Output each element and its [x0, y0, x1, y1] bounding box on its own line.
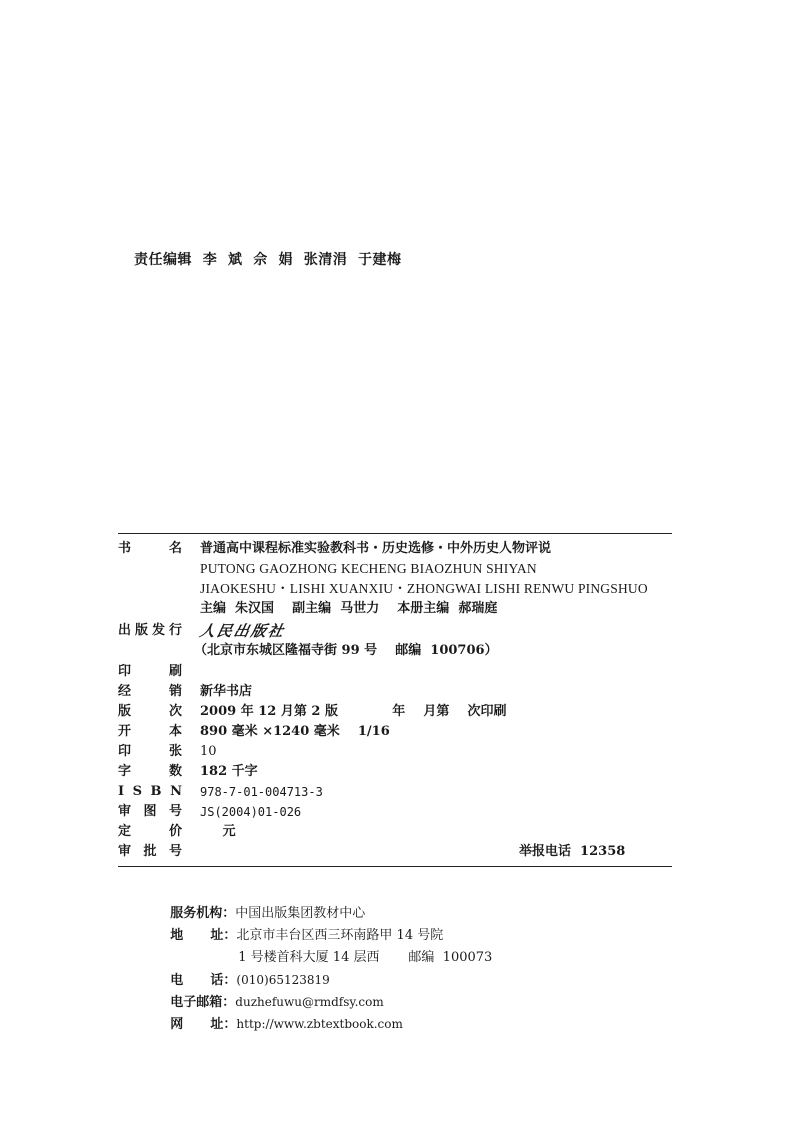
- price-label: 定 价: [118, 824, 182, 839]
- map-number-value: JS(2004)01-026: [200, 805, 302, 819]
- service-org-label: 服务机构：: [170, 906, 236, 921]
- service-address-line2: 1 号楼首科大厦 14 层西 邮编 100073: [238, 950, 493, 965]
- service-phone-label: 电 话：: [170, 973, 237, 988]
- row-approval: [118, 842, 672, 862]
- service-website: [162, 994, 403, 1032]
- approval-label: 审 批 号: [118, 844, 182, 859]
- service-address-cont: [230, 928, 493, 965]
- publisher-logo: 人民出版社: [198, 622, 287, 640]
- service-address: [162, 906, 444, 943]
- publisher-label: 出 版 发 行: [118, 623, 182, 638]
- word-count-label: 字 数: [118, 764, 182, 779]
- service-website-label: 网 址：: [170, 1017, 237, 1032]
- service-phone-value: (010)65123819: [236, 973, 330, 987]
- publisher-address: （北京市东城区隆福寺街 99 号 邮编 100706）: [194, 643, 498, 658]
- report-phone: 举报电话 12358: [519, 844, 626, 859]
- service-email-label: 电子邮箱：: [170, 995, 236, 1010]
- service-email: [162, 972, 384, 1010]
- service-address-line1: 北京市丰台区西三环南路甲 14 号院: [236, 928, 444, 943]
- distributor-value: 新华书店: [200, 684, 253, 699]
- isbn-label: I S B N: [118, 784, 182, 799]
- service-org-value: 中国出版集团教材中心: [235, 906, 366, 921]
- isbn-value: 978-7-01-004713-3: [200, 785, 323, 799]
- responsible-editors: 责任编辑 李 斌 佘 娟 张清涓 于建梅: [134, 252, 402, 268]
- bottom-divider: [118, 866, 672, 867]
- sheets-value: 10: [200, 744, 217, 759]
- service-email-value[interactable]: duzhefuwu@rmdfsy.com: [235, 995, 384, 1009]
- title-pinyin-2: JIAOKESHU・LISHI XUANXIU・ZHONGWAI LISHI RENWU PINGSHUO: [200, 581, 648, 596]
- edition-label: 版 次: [118, 704, 182, 719]
- price-value: 元: [200, 824, 236, 839]
- title-cn: 普通高中课程标准实验教科书・历史选修・中外历史人物评说: [200, 541, 552, 556]
- service-phone: [162, 950, 330, 988]
- format-label: 开 本: [118, 724, 182, 739]
- print-label: 印 刷: [118, 664, 182, 679]
- chief-editors: 主编 朱汉国 副主编 马世力 本册主编 郝瑞庭: [200, 601, 498, 616]
- sheets-label: 印 张: [118, 744, 182, 759]
- title-pinyin-1: PUTONG GAOZHONG KECHENG BIAOZHUN SHIYAN: [200, 561, 537, 576]
- map-number-label: 审 图 号: [118, 804, 182, 819]
- service-website-value[interactable]: http://www.zbtextbook.com: [236, 1017, 403, 1031]
- title-label: 书 名: [118, 541, 182, 556]
- service-org: [162, 884, 366, 921]
- format-value: 890 毫米 ×1240 毫米 1/16: [200, 724, 390, 739]
- distributor-label: 经 销: [118, 684, 182, 699]
- top-divider: [118, 533, 672, 534]
- edition-value: 2009 年 12 月第 2 版 年 月第 次印刷: [200, 704, 507, 719]
- word-count-value: 182 千字: [200, 764, 258, 779]
- service-address-label: 地 址：: [170, 928, 237, 943]
